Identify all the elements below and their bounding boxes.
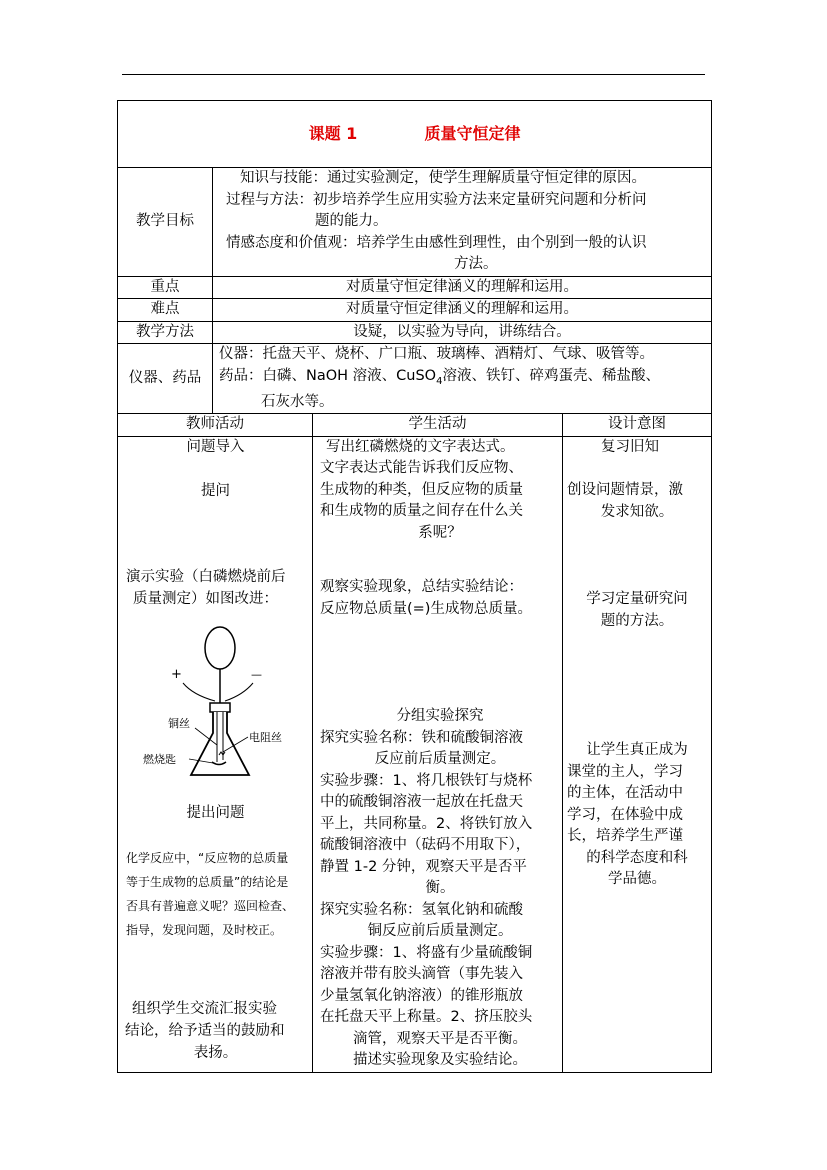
group2-line-6: 在托盘天平上称量。2、挤压胶头 (320, 1009, 533, 1026)
method-row (118, 321, 712, 344)
student-line-4: 和生成物的质量之间存在什么关 (320, 503, 523, 520)
materials-reagents-cont: 石灰水等。 (261, 393, 334, 410)
title-row (118, 101, 712, 168)
design-line-8: 的主体，在活动中 (567, 785, 683, 802)
resistor-wire-label: 电阻丝 (249, 730, 282, 744)
teacher-note-3: 否具有普遍意义呢？巡回检查、 (126, 898, 295, 913)
teacher-intro: 问题导入 (186, 438, 245, 455)
method-label: 教学方法 (118, 321, 213, 344)
design-line-5: 题的方法。 (600, 612, 674, 629)
minus-terminal: — (251, 667, 262, 681)
student-line-2: 文字表达式能告诉我们反应物、 (320, 460, 523, 477)
teacher-organize-3: 表扬。 (193, 1044, 238, 1061)
student-line-6: 观察实验现象，总结实验结论： (320, 579, 523, 596)
group2-line-1: 探究实验名称：氢氧化钠和硫酸 (320, 901, 523, 918)
objective-process: 过程与方法：初步培养学生应用实验方法来定量研究问题和分析问 (226, 191, 647, 208)
objectives-label: 教学目标 (118, 168, 213, 277)
group-line-6: 平上，共同称量。2、将铁钉放入 (320, 815, 533, 832)
reagents-suffix: 溶液、铁钉、碎鸡蛋壳、稀盐酸、 (442, 367, 660, 384)
group-line-9: 衡。 (425, 880, 455, 897)
design-intent (563, 436, 712, 1072)
lesson-number: 课题 1 (308, 124, 358, 144)
teacher-organize-1: 组织学生交流汇报实验 (132, 1000, 277, 1017)
key-point-text: 对质量守恒定律涵义的理解和运用。 (213, 276, 712, 299)
column-teacher-header: 教师活动 (118, 414, 313, 437)
student-line-3: 生成物的种类，但反应物的质量 (320, 481, 523, 498)
group2-line-2: 铜反应前后质量测定。 (367, 923, 513, 940)
header-rule (122, 74, 705, 75)
copper-wire-label: 铜丝 (168, 716, 190, 730)
teacher-raise-question: 提出问题 (186, 804, 245, 821)
key-point-label: 重点 (118, 276, 213, 299)
group2-line-8: 描述实验现象及实验结论。 (353, 1052, 527, 1069)
method-text: 设疑，以实验为导向，讲练结合。 (213, 321, 712, 344)
design-line-12: 学品德。 (608, 871, 666, 888)
design-line-2: 创设问题情景，激 (567, 482, 683, 499)
materials-reagents (219, 366, 708, 392)
materials-label: 仪器、药品 (118, 344, 213, 414)
teacher-demo-line1: 演示实验（白磷燃烧前后 (126, 568, 286, 585)
group-line-4: 实验步骤：1、将几根铁钉与烧杯 (320, 772, 533, 789)
design-line-9: 学习，在体验中成 (567, 806, 683, 823)
plus-terminal: + (171, 666, 182, 682)
objective-attitude-cont: 方法。 (454, 256, 498, 272)
group-line-5: 中的硫酸铜溶液一起放在托盘天 (320, 794, 523, 811)
design-line-3: 发求知欲。 (600, 503, 674, 520)
design-line-4: 学习定量研究问 (586, 591, 688, 608)
design-line-10: 长，培养学生严谨 (567, 828, 683, 845)
teacher-note-4: 指导，发现问题，及时校正。 (126, 922, 283, 937)
lesson-topic: 质量守恒定律 (424, 124, 521, 144)
activities-row (118, 436, 712, 1072)
group-line-2: 探究实验名称：铁和硫酸铜溶液 (320, 729, 523, 746)
difficulty-row (118, 299, 712, 322)
stopper (210, 703, 230, 712)
objective-knowledge: 知识与技能：通过实验测定，使学生理解质量守恒定律的原因。 (240, 170, 646, 186)
group-line-3: 反应前后质量测定。 (374, 751, 506, 768)
student-line-1: 写出红磷燃烧的文字表达式。 (326, 438, 515, 455)
objectives-content (213, 168, 712, 277)
design-line-1: 复习旧知 (601, 438, 659, 455)
group2-line-4: 溶液并带有胶头滴管（事先装入 (320, 966, 523, 983)
objectives-row (118, 168, 712, 277)
column-student-header: 学生活动 (313, 414, 563, 437)
materials-content (213, 344, 712, 414)
reagents-subscript: 4 (436, 375, 443, 387)
reagents-prefix: 药品：白磷、NaOH 溶液、CuSO (219, 367, 437, 384)
spoon-label: 燃烧匙 (143, 752, 176, 766)
key-point-row (118, 276, 712, 299)
teacher-note-1: 化学反应中，“反应物的总质量 (126, 850, 289, 865)
group-line-7: 硫酸铜溶液中（砝码不用取下）， (320, 837, 531, 854)
teacher-demo-line2: 质量测定）如图改进： (133, 590, 278, 607)
group-experiment-title: 分组实验探究 (396, 708, 484, 725)
difficulty-text: 对质量守恒定律涵义的理解和运用。 (213, 299, 712, 322)
group-line-8: 静置 1-2 分钟，观察天平是否平 (320, 858, 527, 875)
design-line-6: 让学生真正成为 (586, 742, 688, 759)
teacher-organize-2: 结论，给予适当的鼓励和 (125, 1022, 285, 1039)
materials-row (118, 344, 712, 414)
materials-instruments: 仪器：托盘天平、烧杯、广口瓶、玻璃棒、酒精灯、气球、吸管等。 (219, 346, 654, 362)
group2-line-5: 少量氢氧化钠溶液）的锥形瓶放 (320, 987, 523, 1004)
balloon (205, 627, 235, 669)
group2-line-7: 滴管，观察天平是否平衡。 (353, 1030, 527, 1047)
objective-attitude: 情感态度和价值观：培养学生由感性到理性，由个别到一般的认识 (226, 234, 647, 251)
column-header-row (118, 414, 712, 437)
student-line-5: 系呢？ (418, 524, 462, 541)
difficulty-label: 难点 (118, 299, 213, 322)
teacher-ask: 提问 (201, 482, 230, 499)
apparatus-figure (133, 615, 303, 790)
student-line-7: 反应物总质量(=)生成物总质量。 (320, 600, 532, 617)
design-line-7: 课堂的主人，学习 (567, 763, 683, 780)
student-activities (313, 436, 563, 1072)
teacher-note-2: 等于生成物的总质量”的结论是 (126, 874, 289, 889)
group2-line-3: 实验步骤：1、将盛有少量硫酸铜 (320, 944, 533, 961)
title-cell (118, 101, 712, 168)
lesson-plan-table (117, 100, 712, 1073)
column-design-header: 设计意图 (563, 414, 712, 437)
page-title (121, 123, 708, 145)
design-line-11: 的科学态度和科 (586, 849, 688, 866)
flask (191, 712, 249, 775)
objective-process-cont: 题的能力。 (315, 213, 388, 229)
teacher-activities (118, 436, 313, 1072)
